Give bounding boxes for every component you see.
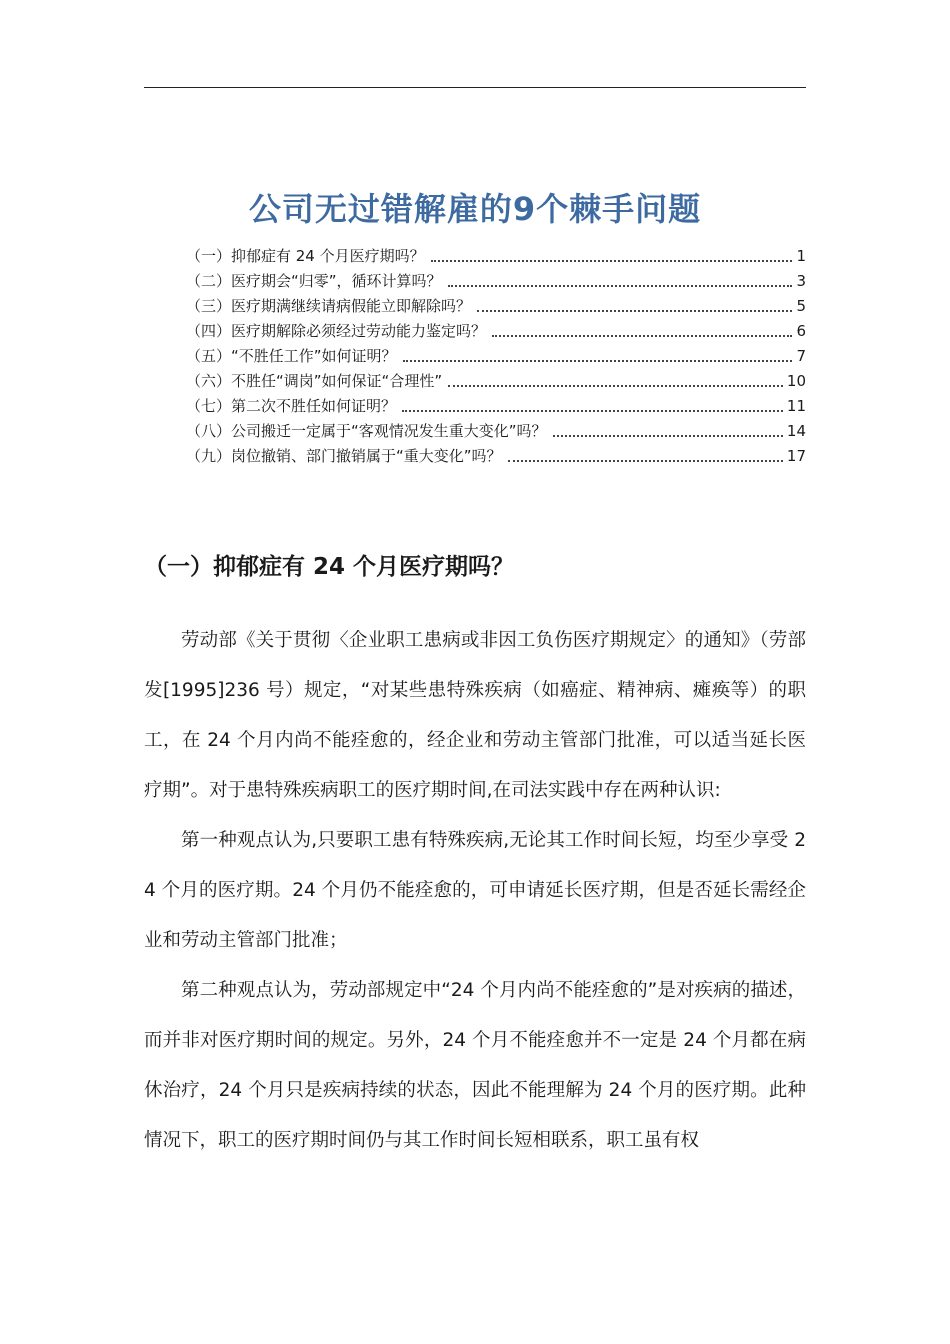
toc-entry-label: （八）公司搬迁一定属于“客观情况发生重大变化”吗？	[186, 422, 547, 440]
toc-entry-label: （一）抑郁症有 24 个月医疗期吗？	[186, 247, 425, 265]
toc-page-number: 3	[796, 272, 806, 290]
toc-dot-leader	[402, 410, 783, 412]
toc-entry-label: （三）医疗期满继续请病假能立即解除吗？	[186, 297, 472, 315]
table-of-contents	[186, 244, 806, 469]
toc-entry-label: （六）不胜任“调岗”如何保证“合理性”	[186, 372, 443, 390]
toc-entry-label: （七）第二次不胜任如何证明？	[186, 397, 397, 415]
toc-page-number: 7	[796, 347, 806, 365]
toc-dot-leader	[492, 335, 792, 337]
toc-entry[interactable]	[186, 269, 806, 294]
header-rule	[144, 87, 806, 88]
toc-page-number: 11	[786, 397, 806, 415]
toc-page-number: 5	[796, 297, 806, 315]
toc-entry-label: （九）岗位撤销、部门撤销属于“重大变化”吗？	[186, 447, 502, 465]
toc-dot-leader	[508, 460, 783, 462]
toc-page-number: 1	[796, 247, 806, 265]
toc-entry[interactable]	[186, 294, 806, 319]
toc-entry-label: （四）医疗期解除必须经过劳动能力鉴定吗？	[186, 322, 487, 340]
toc-entry[interactable]	[186, 444, 806, 469]
toc-dot-leader	[477, 310, 792, 312]
toc-entry[interactable]	[186, 344, 806, 369]
toc-entry-label: （五）“不胜任工作”如何证明？	[186, 347, 397, 365]
document-title: 公司无过错解雇的9个棘手问题	[248, 190, 702, 229]
toc-entry[interactable]	[186, 419, 806, 444]
body-paragraph: 第二种观点认为，劳动部规定中“24 个月内尚不能痊愈的”是对疾病的描述，而并非对医疗期时间的规定。另外，24 个月不能痊愈并不一定是 24 个月都在病休治疗，24 个月只是疾病持续的状态，因此不能理解为 24 个月的医疗期。此种情况下，职工的医疗期时间仍与其工作时间长短相联系，职工虽有权	[144, 980, 806, 1151]
toc-dot-leader	[553, 435, 783, 437]
toc-entry[interactable]	[186, 369, 806, 394]
section-heading: （一）抑郁症有 24 个月医疗期吗？	[144, 554, 515, 580]
toc-dot-leader	[403, 360, 793, 362]
body-paragraph: 劳动部《关于贯彻〈企业职工患病或非因工负伤医疗期规定〉的通知》（劳部发[1995]236 号）规定，“对某些患特殊疾病（如癌症、精神病、瘫痪等）的职工，在 24 个月内尚不能痊愈的，经企业和劳动主管部门批准，可以适当延长医疗期”。对于患特殊疾病职工的医疗期时间,在司法实践中存在两种认识:	[144, 630, 806, 801]
toc-page-number: 6	[796, 322, 806, 340]
toc-dot-leader	[448, 285, 793, 287]
toc-page-number: 14	[786, 422, 806, 440]
toc-entry[interactable]	[186, 394, 806, 419]
toc-page-number: 10	[786, 372, 806, 390]
toc-dot-leader	[448, 385, 783, 387]
body-paragraph: 第一种观点认为,只要职工患有特殊疾病,无论其工作时间长短，均至少享受 24 个月的医疗期。24 个月仍不能痊愈的，可申请延长医疗期，但是否延长需经企业和劳动主管部门批准；	[144, 830, 806, 951]
toc-entry-label: （二）医疗期会“归零”，循环计算吗？	[186, 272, 442, 290]
section-body	[144, 616, 806, 1166]
toc-dot-leader	[431, 260, 793, 262]
toc-page-number: 17	[786, 447, 806, 465]
toc-entry[interactable]	[186, 244, 806, 269]
toc-entry[interactable]	[186, 319, 806, 344]
